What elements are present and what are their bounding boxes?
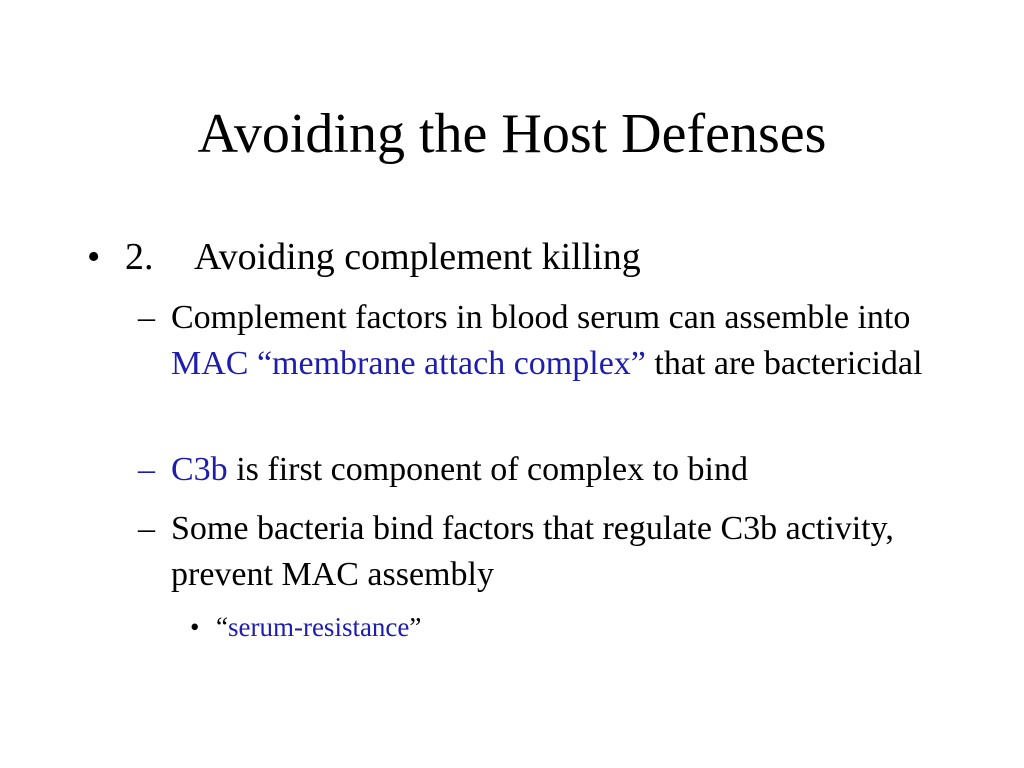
dash-icon: – xyxy=(138,510,155,547)
subpoint-body xyxy=(171,447,978,493)
subsub-point xyxy=(190,607,421,647)
dash-icon: – xyxy=(138,299,155,336)
subpoint-c3b xyxy=(138,447,978,493)
subpoint-regulate xyxy=(138,506,978,598)
subpoint-body xyxy=(171,295,978,387)
c3b-highlight: C3b xyxy=(171,451,228,488)
subsub-body xyxy=(216,607,421,647)
close-quote: ” xyxy=(409,612,422,642)
subpoint-text: is first component of complex to bind xyxy=(227,451,748,488)
bullet-icon: • xyxy=(190,612,200,642)
point-text: Avoiding complement killing xyxy=(194,236,641,278)
dash-icon: – xyxy=(138,451,155,488)
slide-title: Avoiding the Host Defenses xyxy=(197,103,827,165)
open-quote: “ xyxy=(216,612,228,642)
serum-resistance-highlight: serum-resistance xyxy=(227,612,410,642)
mac-highlight: MAC “membrane attach complex” xyxy=(171,345,646,382)
bullet-icon: • xyxy=(87,236,101,278)
subpoint-body: Some bacteria bind factors that regulate C3b activity, prevent MAC assembly xyxy=(171,510,894,593)
point-number: 2. xyxy=(125,236,154,278)
subpoint-text: Complement factors in blood serum can assemble into xyxy=(171,299,911,336)
subpoint-mac xyxy=(138,295,978,387)
subpoint-text-end: that are bactericidal xyxy=(645,345,923,382)
